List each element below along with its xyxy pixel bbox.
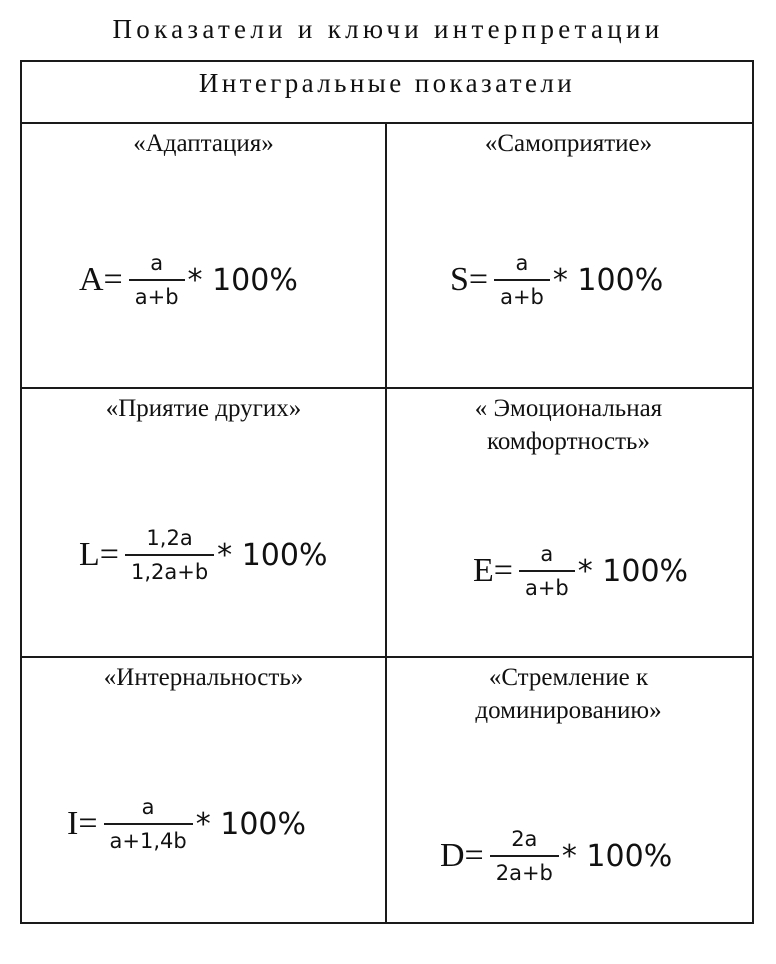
multiplier: * 100% bbox=[187, 262, 298, 298]
formula-lhs: E= bbox=[473, 552, 513, 589]
formula bbox=[440, 826, 672, 886]
table-header: Интегральные показатели bbox=[22, 62, 752, 124]
formula-lhs: S= bbox=[450, 261, 489, 298]
fraction bbox=[129, 250, 185, 310]
multiplier: * 100% bbox=[552, 262, 664, 298]
denominator: 2a+b bbox=[495, 861, 553, 885]
denominator: a+b bbox=[500, 285, 544, 309]
formula-lhs: I= bbox=[67, 805, 98, 842]
denominator: a+b bbox=[134, 285, 179, 309]
multiplier: * 100% bbox=[577, 553, 689, 589]
formula bbox=[67, 794, 306, 854]
indicator-name-line2: доминированию» bbox=[475, 697, 662, 724]
numerator: 1,2a bbox=[146, 526, 193, 550]
numerator: 2a bbox=[511, 827, 538, 851]
formula-lhs: D= bbox=[440, 837, 484, 874]
denominator: a+1,4b bbox=[109, 829, 187, 853]
numerator: a bbox=[150, 251, 164, 275]
denominator: 1,2a+b bbox=[130, 560, 209, 584]
formula bbox=[450, 250, 663, 310]
cell-emotional-comfort bbox=[387, 389, 750, 656]
numerator: a bbox=[515, 251, 529, 275]
fraction bbox=[490, 826, 559, 886]
indicator-name-line1: « Эмоциональная bbox=[474, 395, 663, 422]
fraction bbox=[519, 541, 575, 601]
indicator-name: «Интернальность» bbox=[103, 664, 304, 691]
fraction bbox=[104, 794, 193, 854]
cell-self-acceptance bbox=[387, 124, 750, 387]
formula bbox=[79, 250, 298, 310]
formula-lhs: A= bbox=[79, 261, 123, 298]
formula bbox=[79, 525, 327, 585]
indicator-name: «Адаптация» bbox=[133, 130, 274, 157]
indicator-name-line1: «Стремление к bbox=[488, 664, 649, 691]
multiplier: * 100% bbox=[561, 838, 673, 874]
cell-acceptance-of-others bbox=[22, 389, 385, 656]
indicator-name: «Самоприятие» bbox=[484, 130, 653, 157]
page-title: Показатели и ключи интерпретации bbox=[112, 14, 664, 44]
indicator-name: «Приятие других» bbox=[105, 395, 302, 422]
formula bbox=[473, 541, 688, 601]
numerator: a bbox=[141, 795, 155, 819]
fraction bbox=[494, 250, 550, 310]
numerator: a bbox=[540, 542, 554, 566]
multiplier: * 100% bbox=[195, 806, 307, 842]
denominator: a+b bbox=[524, 576, 569, 600]
multiplier: * 100% bbox=[217, 537, 328, 573]
cell-dominance bbox=[387, 658, 750, 922]
cell-adaptation bbox=[22, 124, 385, 387]
cell-internality bbox=[22, 658, 385, 922]
indicators-table bbox=[20, 60, 754, 924]
indicator-name-line2: комфортность» bbox=[487, 428, 650, 455]
formula-lhs: L= bbox=[79, 536, 119, 573]
fraction bbox=[125, 525, 214, 585]
